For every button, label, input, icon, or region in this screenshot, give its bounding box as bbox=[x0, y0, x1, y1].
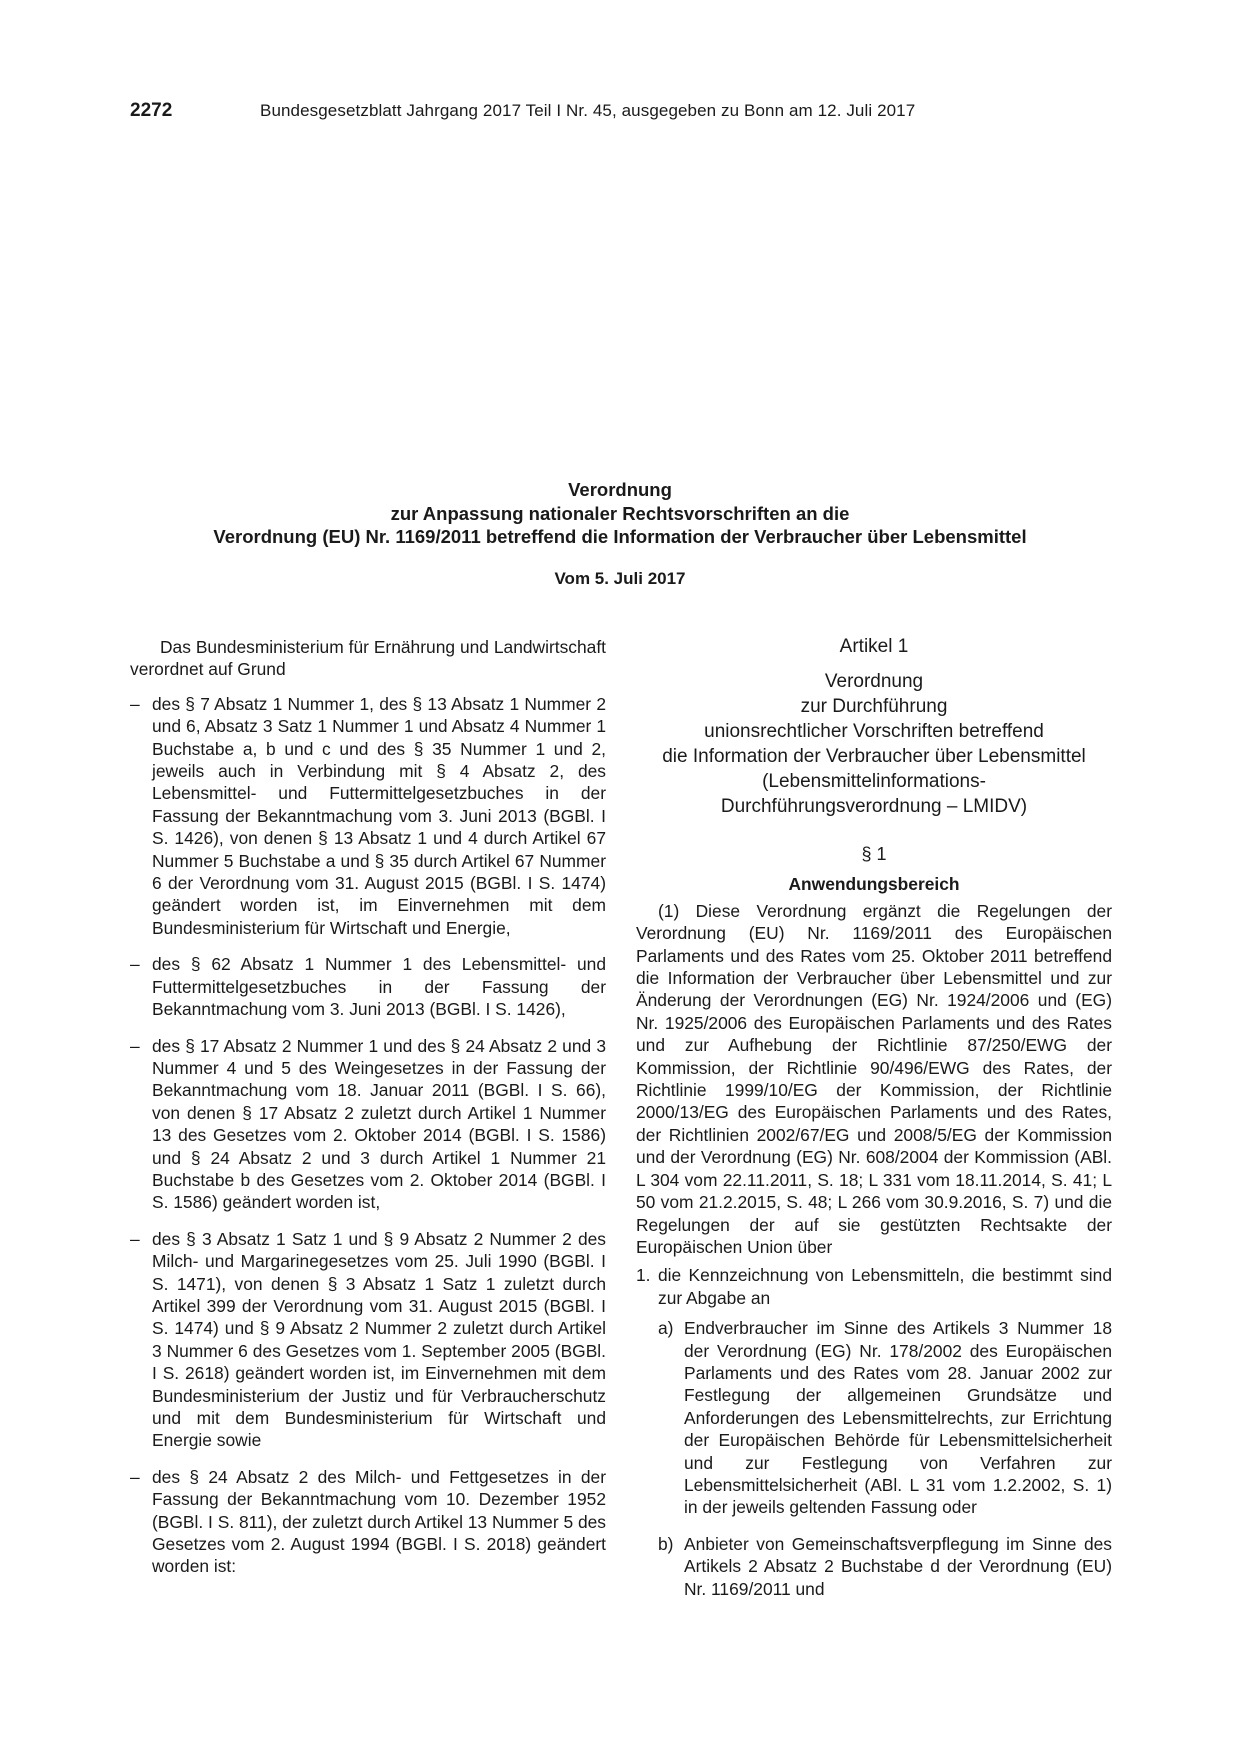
legal-basis-text: des § 17 Absatz 2 Nummer 1 und des § 24 Absatz 2 und 3 Nummer 4 und 5 des Weingesetzes in der Fassung der Bekanntmachung vom 18. Januar 2011 (BGBl. I S. 66), von denen § 17 Absatz 2 zuletzt durch Artikel 1 Nummer 13 des Gesetzes vom 2. Oktober 2014 (BGBl. I S. 1586) und § 24 Absatz 2 und 3 durch Artikel 1 Nummer 21 Buchstabe b des Gesetzes vom 2. Oktober 2014 (BGBl. I S. 1586) geändert worden ist, bbox=[152, 1035, 606, 1213]
title-line: zur Anpassung nationaler Rechtsvorschriften an die bbox=[390, 502, 850, 524]
legal-basis-text: des § 7 Absatz 1 Nummer 1, des § 13 Absatz 1 Nummer 2 und 6, Absatz 3 Satz 1 Nummer 1 und Absatz 4 Nummer 1 Buchstabe a, b und c und des § 35 Nummer 1 und 2, jeweils auch in Verbindung mit § 4 Absatz 2, des Lebensmittel- und Futtermittelgesetzbuches in der Fassung der Bekanntmachung vom 3. Juni 2013 (BGBl. I S. 1426), von denen § 13 Absatz 1 und 4 durch Artikel 67 Nummer 5 Buchstabe a und § 35 durch Artikel 67 Nummer 6 der Verordnung vom 31. August 2015 (BGBl. I S. 1474) geändert worden ist, im Einvernehmen mit dem Bundesministerium für Wirtschaft und Energie, bbox=[152, 693, 606, 938]
dash-marker: – bbox=[130, 954, 140, 975]
dash-marker: – bbox=[130, 1466, 140, 1487]
article-title-line: die Information der Verbraucher über Lebensmittel bbox=[662, 746, 1086, 767]
article-heading bbox=[636, 634, 1112, 819]
item-text: Endverbraucher im Sinne des Artikels 3 Nummer 18 der Verordnung (EG) Nr. 178/2002 des Europäischen Parlaments und des Rates vom 28. Januar 2002 zur Festlegung der allgemeinen Grundsätze und Anforderungen des Lebensmittelrechts, zur Errichtung der Europäischen Behörde für Lebensmittelsicherheit und zur Festlegung von Verfahren zur Lebensmittelsicherheit (ABl. L 31 vom 1.2.2002, S. 1) in der jeweils geltenden Fassung oder bbox=[684, 1318, 1112, 1518]
lettered-item bbox=[658, 1317, 1112, 1519]
article-title-line: Durchführungsverordnung – LMIDV) bbox=[720, 796, 1028, 817]
legal-basis-text: des § 24 Absatz 2 des Milch- und Fettgesetzes in der Fassung der Bekanntmachung vom 10. Dezember 1952 (BGBl. I S. 811), der zuletzt durch Artikel 13 Nummer 5 des Gesetzes vom 2. August 1994 (BGBl. I S. 2018) geändert worden ist: bbox=[152, 1466, 606, 1577]
item-text: die Kennzeichnung von Lebensmitteln, die bestimmt sind zur Abgabe an bbox=[658, 1265, 1112, 1308]
item-number: 1. bbox=[636, 1265, 651, 1286]
section-heading: Anwendungsbereich bbox=[788, 874, 960, 895]
preamble-intro: Das Bundesministerium für Ernährung und Landwirtschaft verordnet auf Grund bbox=[130, 637, 606, 680]
numbered-item bbox=[636, 1264, 1112, 1309]
legal-basis-item bbox=[130, 1035, 606, 1214]
paragraph-1: (1) Diese Verordnung ergänzt die Regelungen der Verordnung (EU) Nr. 1169/2011 des Europäischen Parlaments und des Rates vom 25. Oktober 2011 betreffend die Information der Verbraucher über Lebensmittel und zur Änderung der Verordnungen (EG) Nr. 1924/2006 und (EG) Nr. 1925/2006 des Europäischen Parlaments und des Rates und zur Aufhebung der Richtlinie 87/250/EWG der Kommission, der Richtlinie 90/496/EWG des Rates, der Richtlinie 1999/10/EG der Kommission, der Richtlinie 2000/13/EG des Europäischen Parlaments und des Rates, der Richtlinien 2002/67/EG und 2008/5/EG der Kommission und der Verordnung (EG) Nr. 608/2004 der Kommission (ABl. L 304 vom 22.11.2011, S. 18; L 331 vom 18.11.2014, S. 41; L 50 vom 21.2.2015, S. 48; L 266 vom 30.9.2016, S. 7) und die Regelungen der auf sie gestützten Rechtsakte der Europäischen Union über bbox=[636, 900, 1112, 1257]
dash-marker: – bbox=[130, 1228, 140, 1249]
legal-basis-item bbox=[130, 693, 606, 939]
article-title-line: Verordnung bbox=[824, 671, 924, 692]
item-letter: b) bbox=[658, 1533, 674, 1554]
item-text: Anbieter von Gemeinschaftsverpflegung im Sinne des Artikels 2 Absatz 2 Buchstabe d der Verordnung (EU) Nr. 1169/2011 und bbox=[684, 1533, 1112, 1599]
title-line: Verordnung bbox=[568, 479, 672, 500]
item-letter: a) bbox=[658, 1318, 674, 1339]
right-column bbox=[636, 636, 1112, 1614]
lettered-item bbox=[658, 1533, 1112, 1600]
lettered-list bbox=[636, 1317, 1112, 1600]
article-title-line: zur Durchführung bbox=[800, 696, 948, 717]
legal-basis-item bbox=[130, 1228, 606, 1452]
page-header bbox=[130, 100, 1110, 130]
article-label: Artikel 1 bbox=[839, 636, 909, 657]
legal-basis-item bbox=[130, 953, 606, 1020]
section-sign: § 1 bbox=[861, 844, 887, 864]
regulation-date: Vom 5. Juli 2017 bbox=[554, 569, 686, 588]
legal-basis-text: des § 62 Absatz 1 Nummer 1 des Lebensmittel- und Futtermittelgesetzbuches in der Fassung der Bekanntmachung vom 3. Juni 2013 (BGBl. I S. 1426), bbox=[152, 954, 606, 1020]
dash-marker: – bbox=[130, 1035, 140, 1056]
article-title bbox=[636, 669, 1112, 819]
running-title: Bundesgesetzblatt Jahrgang 2017 Teil I Nr. 45, ausgegeben zu Bonn am 12. Juli 2017 bbox=[260, 101, 916, 120]
title-line: Verordnung (EU) Nr. 1169/2011 betreffend die Information der Verbraucher über Lebensmittel bbox=[213, 526, 1027, 547]
article-title-line: unionsrechtlicher Vorschriften betreffend bbox=[704, 721, 1044, 742]
legal-basis-item bbox=[130, 1466, 606, 1578]
left-column bbox=[130, 636, 606, 1592]
page-number: 2272 bbox=[130, 100, 173, 121]
article-title-line: (Lebensmittelinformations- bbox=[762, 771, 986, 792]
legal-basis-text: des § 3 Absatz 1 Satz 1 und § 9 Absatz 2 Nummer 2 des Milch- und Margarinegesetzes vom 25. Juli 1990 (BGBl. I S. 1471), von denen § 3 Absatz 1 Satz 1 zuletzt durch Artikel 399 der Verordnung vom 31. August 2015 (BGBl. I S. 1474) und § 9 Absatz 2 Nummer 2 zuletzt durch Artikel 3 Nummer 6 des Gesetzes vom 1. September 2005 (BGBl. I S. 2618) geändert worden ist, im Einvernehmen mit dem Bundesministerium der Justiz und für Verbraucherschutz und mit dem Bundesministerium für Wirtschaft und Energie sowie bbox=[152, 1228, 606, 1451]
regulation-title bbox=[130, 478, 1110, 549]
dash-marker: – bbox=[130, 693, 140, 714]
